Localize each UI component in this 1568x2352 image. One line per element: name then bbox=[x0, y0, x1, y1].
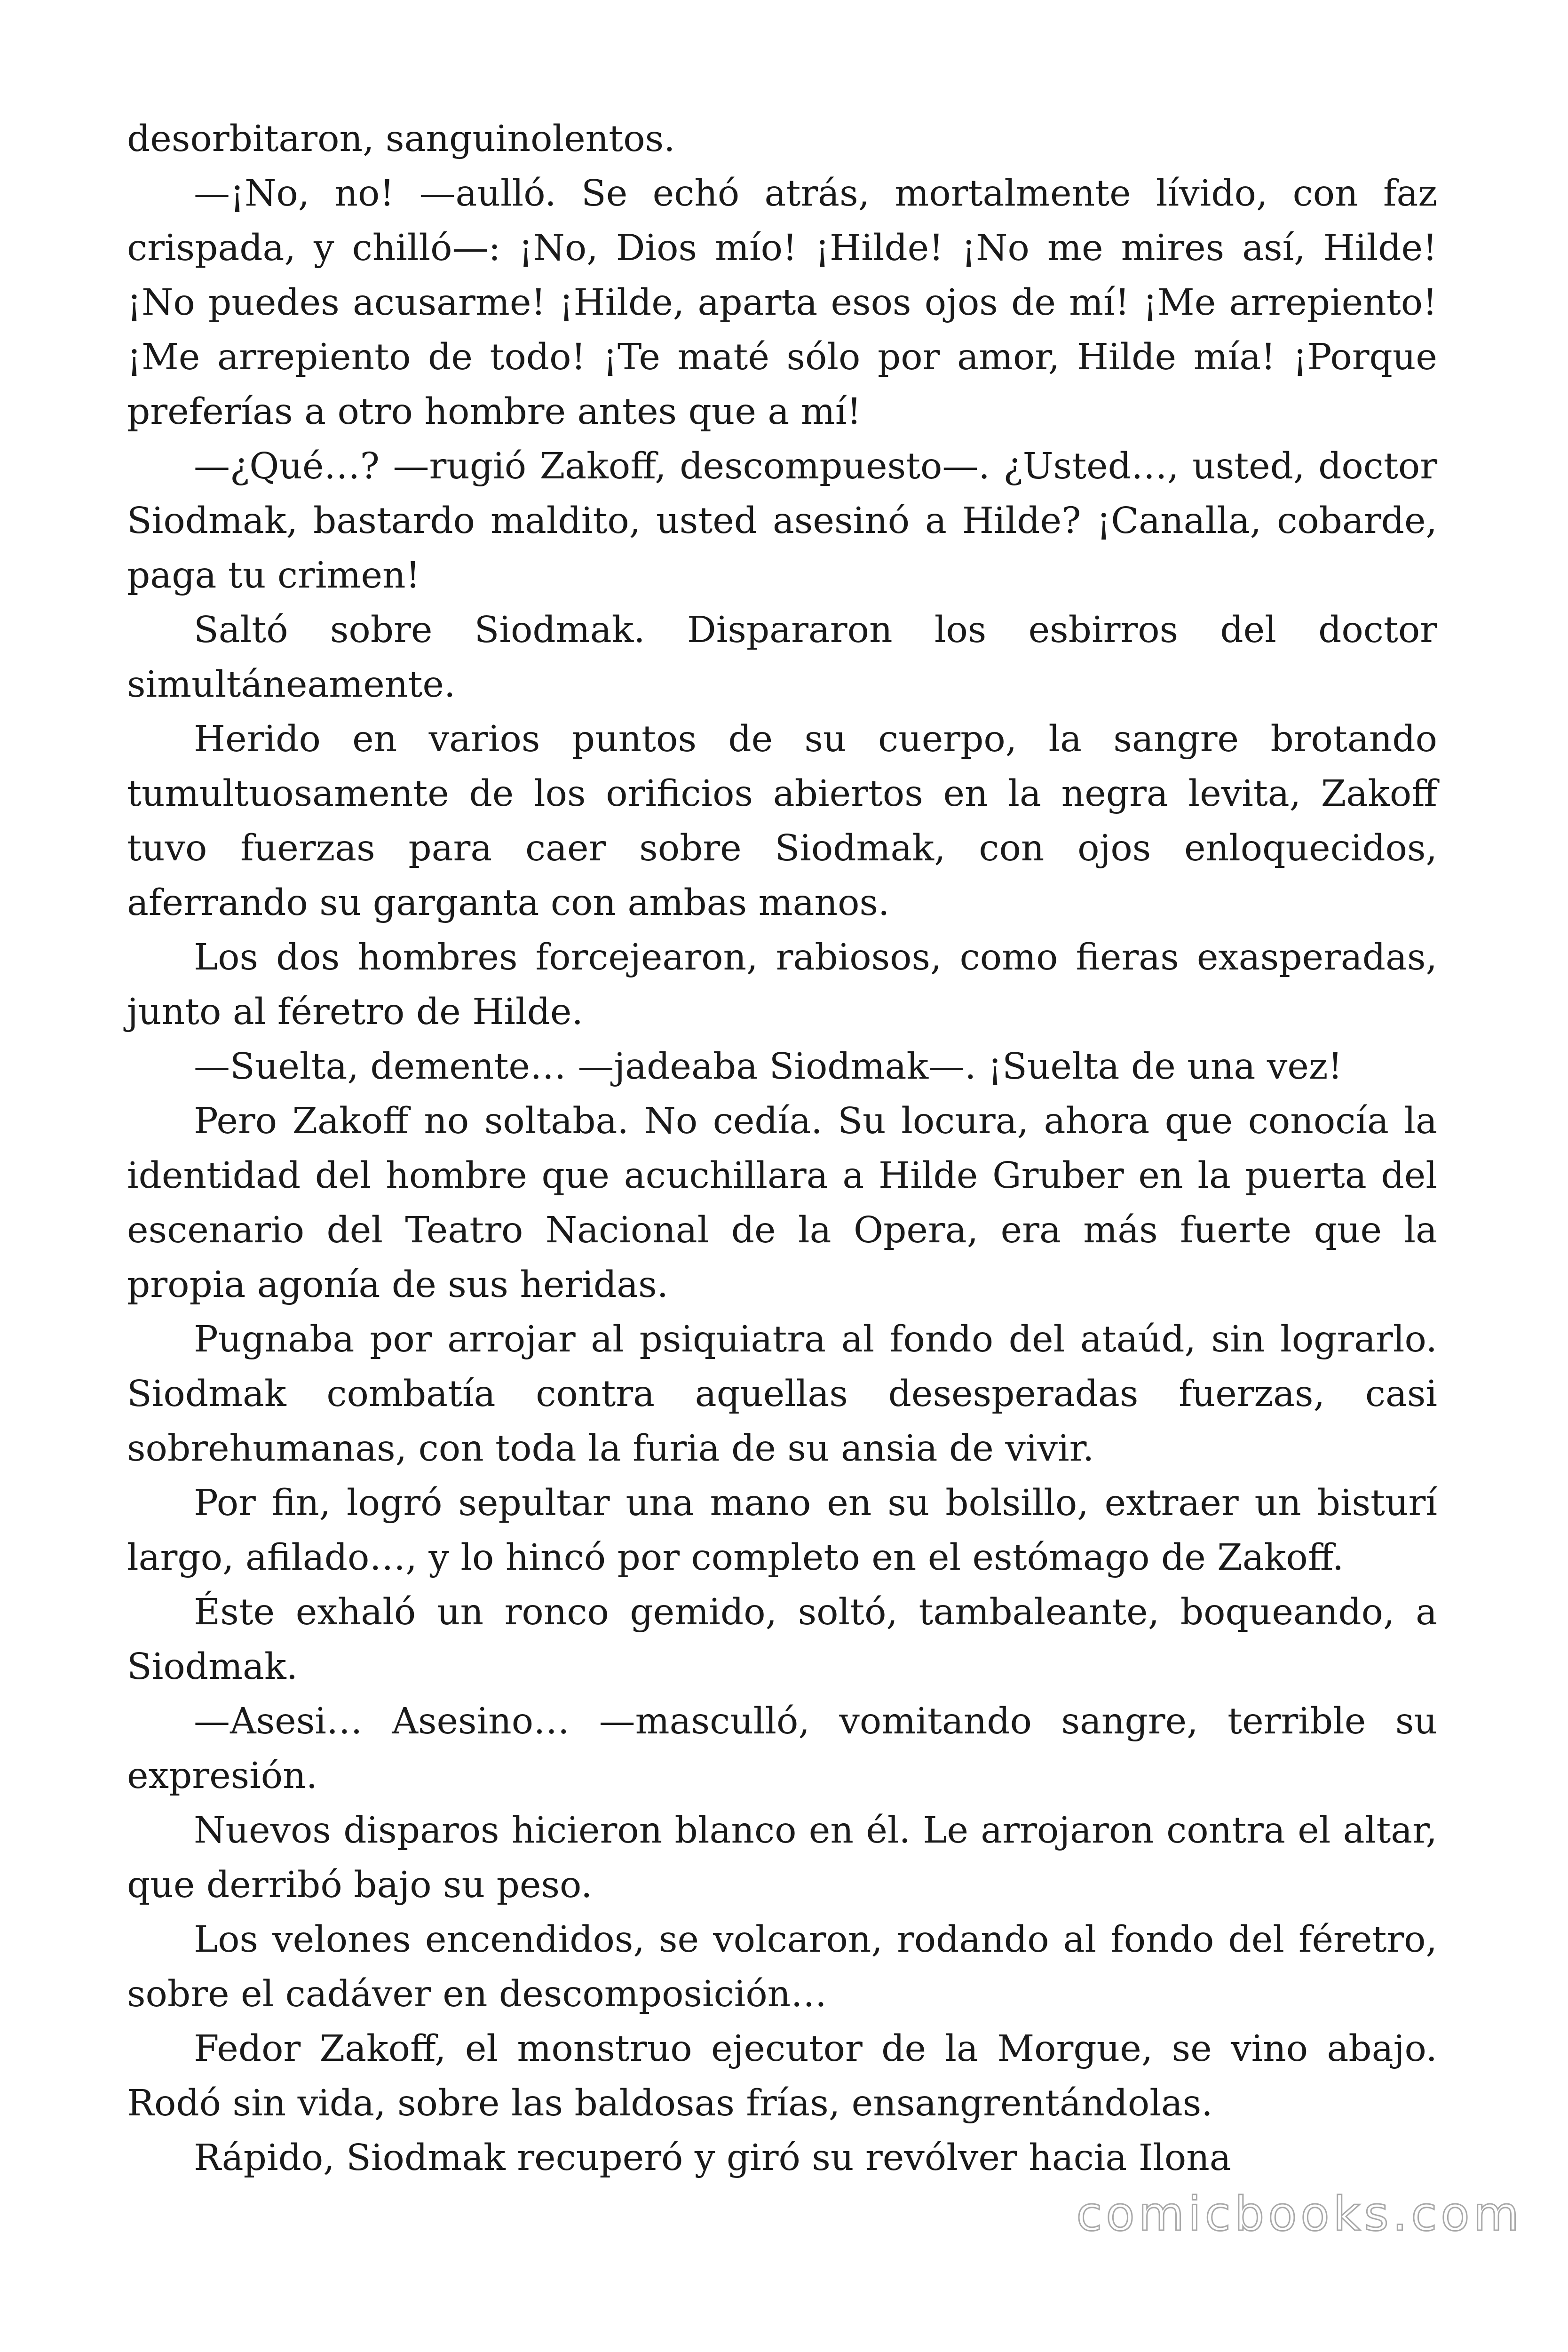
paragraph-2: —¡No, no! —aulló. Se echó atrás, mortalmente lívido, con faz crispada, y chilló—: ¡No, Dios mío! ¡Hilde! ¡No me mires así, Hilde! ¡No puedes acusarme! ¡Hilde, aparta esos ojos de mí! ¡Me arrepiento! ¡Me arrepiento de todo! ¡Te maté sólo por amor, Hilde mía! ¡Porque preferías a otro hombre antes que a mí! bbox=[127, 173, 1437, 433]
paragraph-7: —Suelta, demente… —jadeaba Siodmak—. ¡Suelta de una vez! bbox=[194, 1046, 1343, 1088]
paragraph-4: Saltó sobre Siodmak. Dispararon los esbirros del doctor simultáneamente. bbox=[127, 609, 1437, 706]
paragraph-10: Por fin, logró sepultar una mano en su bolsillo, extraer un bisturí largo, afilado…, y lo hincó por completo en el estómago de Zakoff. bbox=[127, 1482, 1437, 1579]
watermark: comicbooks.com bbox=[1076, 2186, 1523, 2241]
paragraph-9: Pugnaba por arrojar al psiquiatra al fondo del ataúd, sin lograrlo. Siodmak combatía contra aquellas desesperadas fuerzas, casi sobrehumanas, con toda la furia de su ansia de vivir. bbox=[127, 1319, 1437, 1470]
paragraph-5: Herido en varios puntos de su cuerpo, la sangre brotando tumultuosamente de los orificios abiertos en la negra levita, Zakoff tuvo fuerzas para caer sobre Siodmak, con ojos enloquecidos, aferrando su garganta con ambas manos. bbox=[127, 718, 1437, 924]
paragraph-1: desorbitaron, sanguinolentos. bbox=[127, 118, 675, 160]
body-text bbox=[127, 112, 1437, 2185]
paragraph-13: Nuevos disparos hicieron blanco en él. Le arrojaron contra el altar, que derribó bajo su peso. bbox=[127, 1810, 1437, 1906]
paragraph-6: Los dos hombres forcejearon, rabiosos, como fieras exasperadas, junto al féretro de Hilde. bbox=[127, 937, 1437, 1033]
paragraph-8: Pero Zakoff no soltaba. No cedía. Su locura, ahora que conocía la identidad del hombre que acuchillara a Hilde Gruber en la puerta del escenario del Teatro Nacional de la Opera, era más fuerte que la propia agonía de sus heridas. bbox=[127, 1100, 1437, 1306]
paragraph-15: Fedor Zakoff, el monstruo ejecutor de la Morgue, se vino abajo. Rodó sin vida, sobre las baldosas frías, ensangrentándolas. bbox=[127, 2028, 1437, 2124]
paragraph-12: —Asesi… Asesino… —masculló, vomitando sangre, terrible su expresión. bbox=[127, 1700, 1437, 1797]
paragraph-11: Éste exhaló un ronco gemido, soltó, tambaleante, boqueando, a Siodmak. bbox=[127, 1591, 1437, 1688]
paragraph-16: Rápido, Siodmak recuperó y giró su revólver hacia Ilona bbox=[194, 2137, 1231, 2179]
paragraph-3: —¿Qué…? —rugió Zakoff, descompuesto—. ¿Usted…, usted, doctor Siodmak, bastardo maldito, usted asesinó a Hilde? ¡Canalla, cobarde, paga tu crimen! bbox=[127, 445, 1437, 596]
paragraph-14: Los velones encendidos, se volcaron, rodando al fondo del féretro, sobre el cadáver en descomposición… bbox=[127, 1919, 1437, 2015]
